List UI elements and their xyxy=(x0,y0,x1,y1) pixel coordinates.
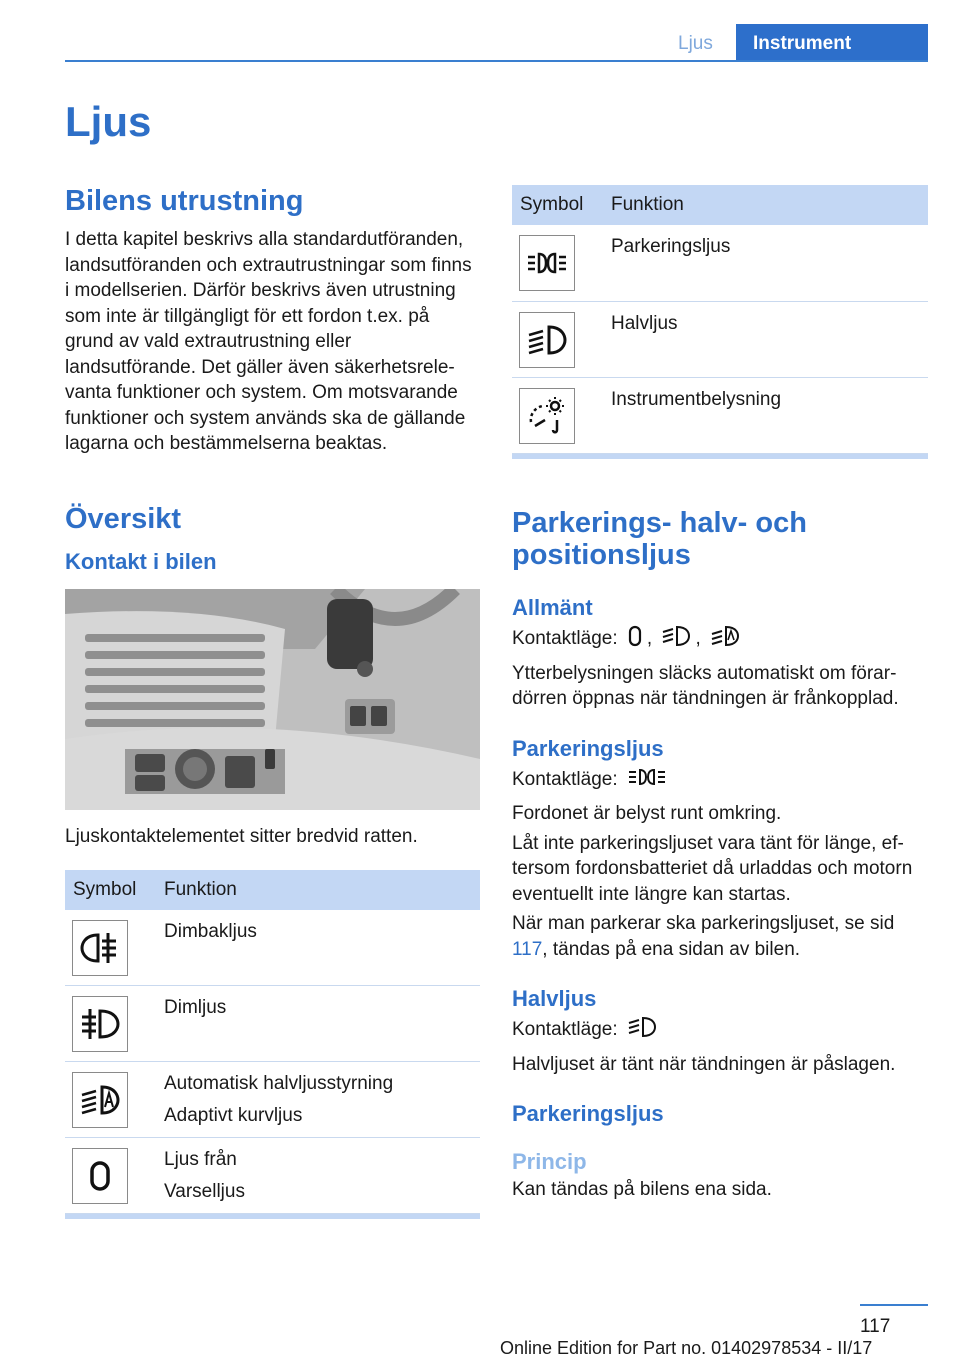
table-row xyxy=(65,986,480,1062)
low-beam-icon xyxy=(519,312,575,368)
table-header-symbol: Symbol xyxy=(512,185,611,225)
table-end-rule xyxy=(512,454,928,459)
parking-text-2: Låt inte parkeringsljuset vara tänt för länge, eftersom fordonsbatteriet då urladdas och motorn eventuellt inte längre kan startas. xyxy=(512,832,913,905)
table-end-rule xyxy=(65,1214,480,1219)
left-column xyxy=(65,185,480,1219)
section-heading: Parkerings- halv- och positionsljus xyxy=(512,506,807,571)
auto-headlight-icon xyxy=(72,1072,128,1128)
parking-heading: Parkeringsljus xyxy=(512,735,664,761)
contact-label: Kontaktläge: xyxy=(512,1019,618,1041)
general-heading: Allmänt xyxy=(512,595,593,621)
table-row xyxy=(512,225,928,301)
low-beam-contact-line xyxy=(512,1016,928,1046)
function-label: Instrumentbelysning xyxy=(611,388,782,410)
table-header-symbol: Symbol xyxy=(65,870,164,910)
header-rule xyxy=(65,60,928,62)
low-beam-icon xyxy=(627,1016,657,1046)
function-label: Ljus från xyxy=(164,1149,237,1171)
table-header-function: Funktion xyxy=(611,185,928,225)
table-row xyxy=(512,301,928,377)
auto-headlight-icon xyxy=(710,625,740,655)
overview-heading: Översikt xyxy=(65,502,182,535)
lights-off-icon xyxy=(627,625,643,655)
low-beam-heading: Halvljus xyxy=(512,986,597,1012)
table-row xyxy=(65,910,480,986)
page-number: 117 xyxy=(860,1316,891,1337)
parking-text-3 xyxy=(512,911,928,962)
tab-instrument[interactable]: Instrument xyxy=(736,24,928,62)
equipment-heading: Bilens utrustning xyxy=(65,185,304,217)
parking-text-3b: , tändas på ena sidan av bilen. xyxy=(542,938,801,960)
right-column xyxy=(512,185,928,1203)
parking-contact-line xyxy=(512,766,928,796)
edition-text: Online Edition for Part no. 01402978534 - II/17 xyxy=(500,1338,873,1358)
table-row xyxy=(65,1138,480,1214)
right-symbol-table xyxy=(512,185,928,454)
parking-light-icon xyxy=(627,766,667,796)
low-beam-icon xyxy=(661,625,691,655)
equipment-text: I detta kapitel beskrivs alla standardutföranden, landsutföranden och extrautrustningar som finns i modellserien. Därför beskrivs även utrustning som inte är tillgängligt för ett fordon t.ex. på grund av vald extrautrustning eller landsutförande. Det gäller även säkerhetsrelevanta funktioner och system. Om motsvarande funktioner och system används ska de gällande lagarna och bestämmelserna beaktas. xyxy=(65,229,472,455)
principle-heading: Princip xyxy=(512,1149,587,1175)
left-symbol-table xyxy=(65,870,480,1215)
instrument-lighting-icon xyxy=(519,388,575,444)
switch-caption: Ljuskontaktelementet sitter bredvid ratten. xyxy=(65,826,418,848)
table-row xyxy=(512,377,928,453)
general-text: Ytterbelysningen släcks automatiskt om förardörren öppnas när tändningen är frånkopplad. xyxy=(512,662,899,710)
function-label: Adaptivt kurvljus xyxy=(164,1105,303,1127)
function-label: Dimbakljus xyxy=(164,920,257,942)
breadcrumb-chapter[interactable]: Ljus xyxy=(678,33,713,54)
page-link[interactable]: 117 xyxy=(512,938,543,960)
separator: , xyxy=(646,628,653,650)
function-label: Varselljus xyxy=(164,1181,245,1203)
function-label: Parkeringsljus xyxy=(611,236,731,257)
parking-text-3a: När man parkerar ska parkeringsljuset, se sid xyxy=(512,913,895,935)
contact-label: Kontaktläge: xyxy=(512,628,618,650)
page-title: Ljus xyxy=(65,98,152,145)
parking-text-1: Fordonet är belyst runt omkring. xyxy=(512,803,782,825)
table-row xyxy=(65,1062,480,1138)
table-header-function: Funktion xyxy=(164,870,480,910)
function-label: Automatisk halvljusstyrning xyxy=(164,1073,394,1095)
function-label: Dimljus xyxy=(164,997,227,1019)
low-beam-text: Halvljuset är tänt när tändningen är påslagen. xyxy=(512,1053,896,1075)
fog-front-icon xyxy=(72,996,128,1052)
fog-rear-icon xyxy=(72,920,128,976)
contact-heading: Kontakt i bilen xyxy=(65,549,217,575)
contact-label: Kontaktläge: xyxy=(512,768,618,790)
function-label: Halvljus xyxy=(611,312,678,334)
general-contact-line xyxy=(512,625,928,655)
footer-rule xyxy=(860,1304,928,1306)
parking-light-icon xyxy=(519,235,575,291)
parking2-heading: Parkeringsljus xyxy=(512,1101,664,1127)
light-switch-photo xyxy=(65,589,480,810)
principle-text: Kan tändas på bilens ena sida. xyxy=(512,1179,772,1201)
lights-off-icon xyxy=(72,1148,128,1204)
separator: , xyxy=(695,628,701,650)
